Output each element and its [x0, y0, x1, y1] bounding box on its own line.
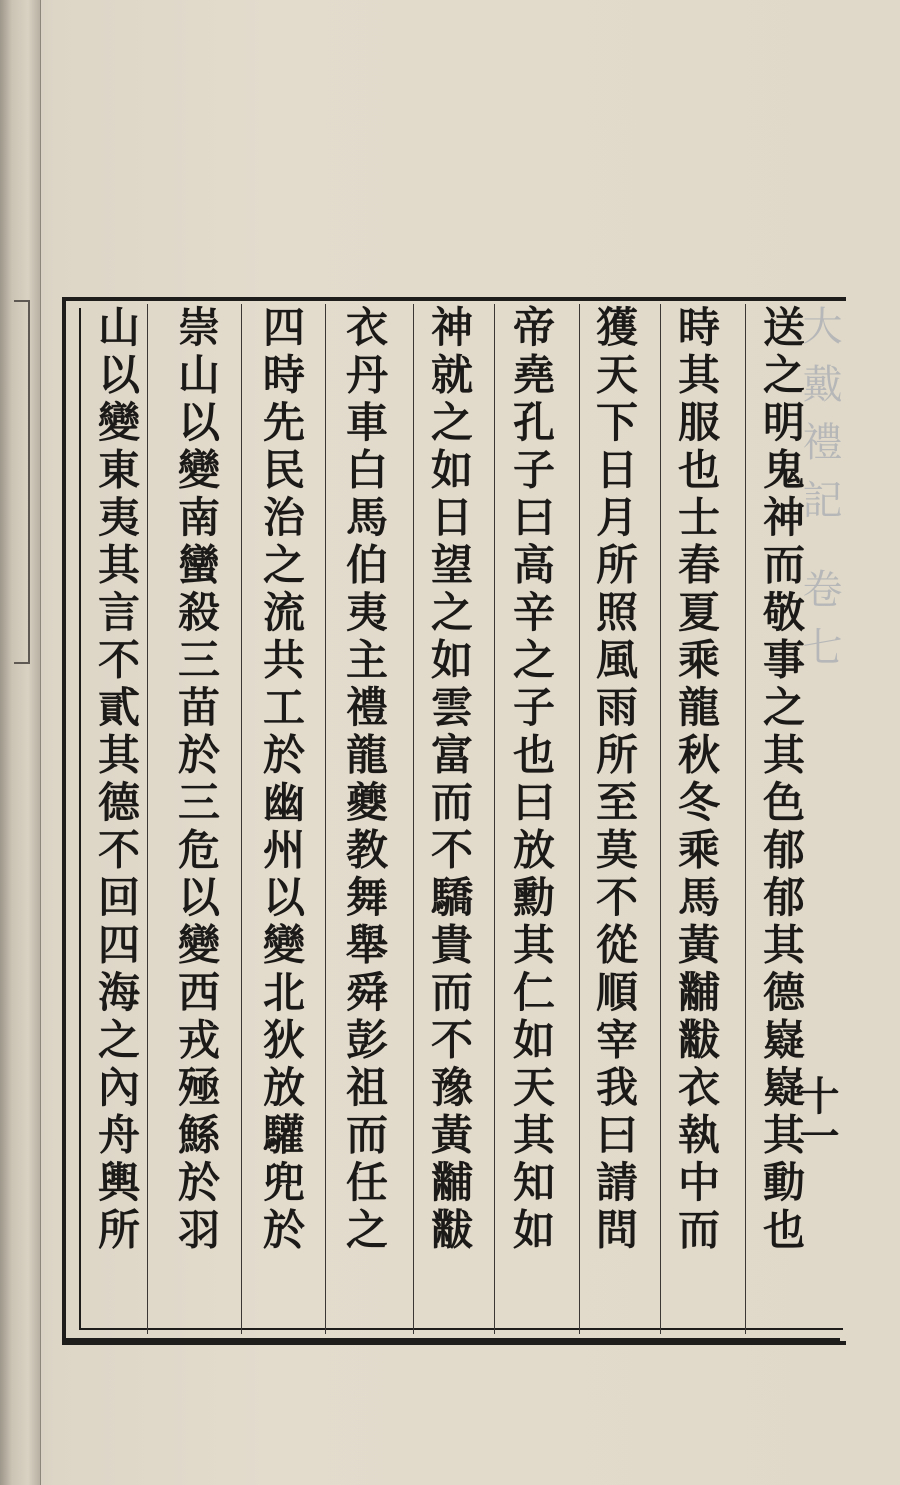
text-column-6: [333, 305, 395, 1340]
text-column-4: [500, 305, 562, 1340]
text-column-2: [665, 305, 727, 1340]
header-fragment: 大戴禮記 卷七: [796, 305, 842, 684]
column-text: 獲天下日月所照風雨所至莫不從順宰我曰請問: [590, 305, 639, 1255]
column-rule: [660, 304, 661, 1334]
column-rule: [413, 304, 414, 1334]
text-column-9: [85, 305, 147, 1340]
text-column-1: [750, 305, 812, 1340]
adjacent-page-edge: [0, 0, 41, 1485]
column-text: 四時先民治之流共工於幽州以變北狄放驩兜於: [257, 305, 306, 1255]
adjacent-page-rule: [14, 300, 30, 664]
column-text: 衣丹車白馬伯夷主禮龍夔教舞舉舜彭祖而任之: [340, 305, 389, 1255]
text-column-7: [250, 305, 312, 1340]
text-column-8: [165, 305, 227, 1340]
text-column-3: [583, 305, 645, 1340]
column-rule: [147, 304, 148, 1334]
column-text: 帝堯孔子曰高辛之子也曰放勳其仁如天其知如: [507, 305, 556, 1255]
column-rule: [579, 304, 580, 1334]
column-text: 時其服也士春夏乘龍秋冬乘馬黃黼黻衣執中而: [672, 305, 721, 1255]
column-rule: [241, 304, 242, 1334]
page-number: 十一: [793, 1075, 840, 1155]
column-text: 送之明鬼神而敬事之其色郁郁其德嶷嶷其動也: [757, 305, 806, 1255]
column-text: 神就之如日望之如雲富而不驕貴而不豫黃黼黻: [425, 305, 474, 1255]
bottom-border: [62, 1338, 840, 1342]
text-column-5: [418, 305, 480, 1340]
column-text: 山以變東夷其言不貳其德不回四海之內舟輿所: [92, 305, 141, 1255]
column-rule: [745, 304, 746, 1334]
column-rule: [325, 304, 326, 1334]
column-rule: [494, 304, 495, 1334]
column-text: 崇山以變南蠻殺三苗於三危以變西戎殛鯀於羽: [172, 305, 221, 1255]
